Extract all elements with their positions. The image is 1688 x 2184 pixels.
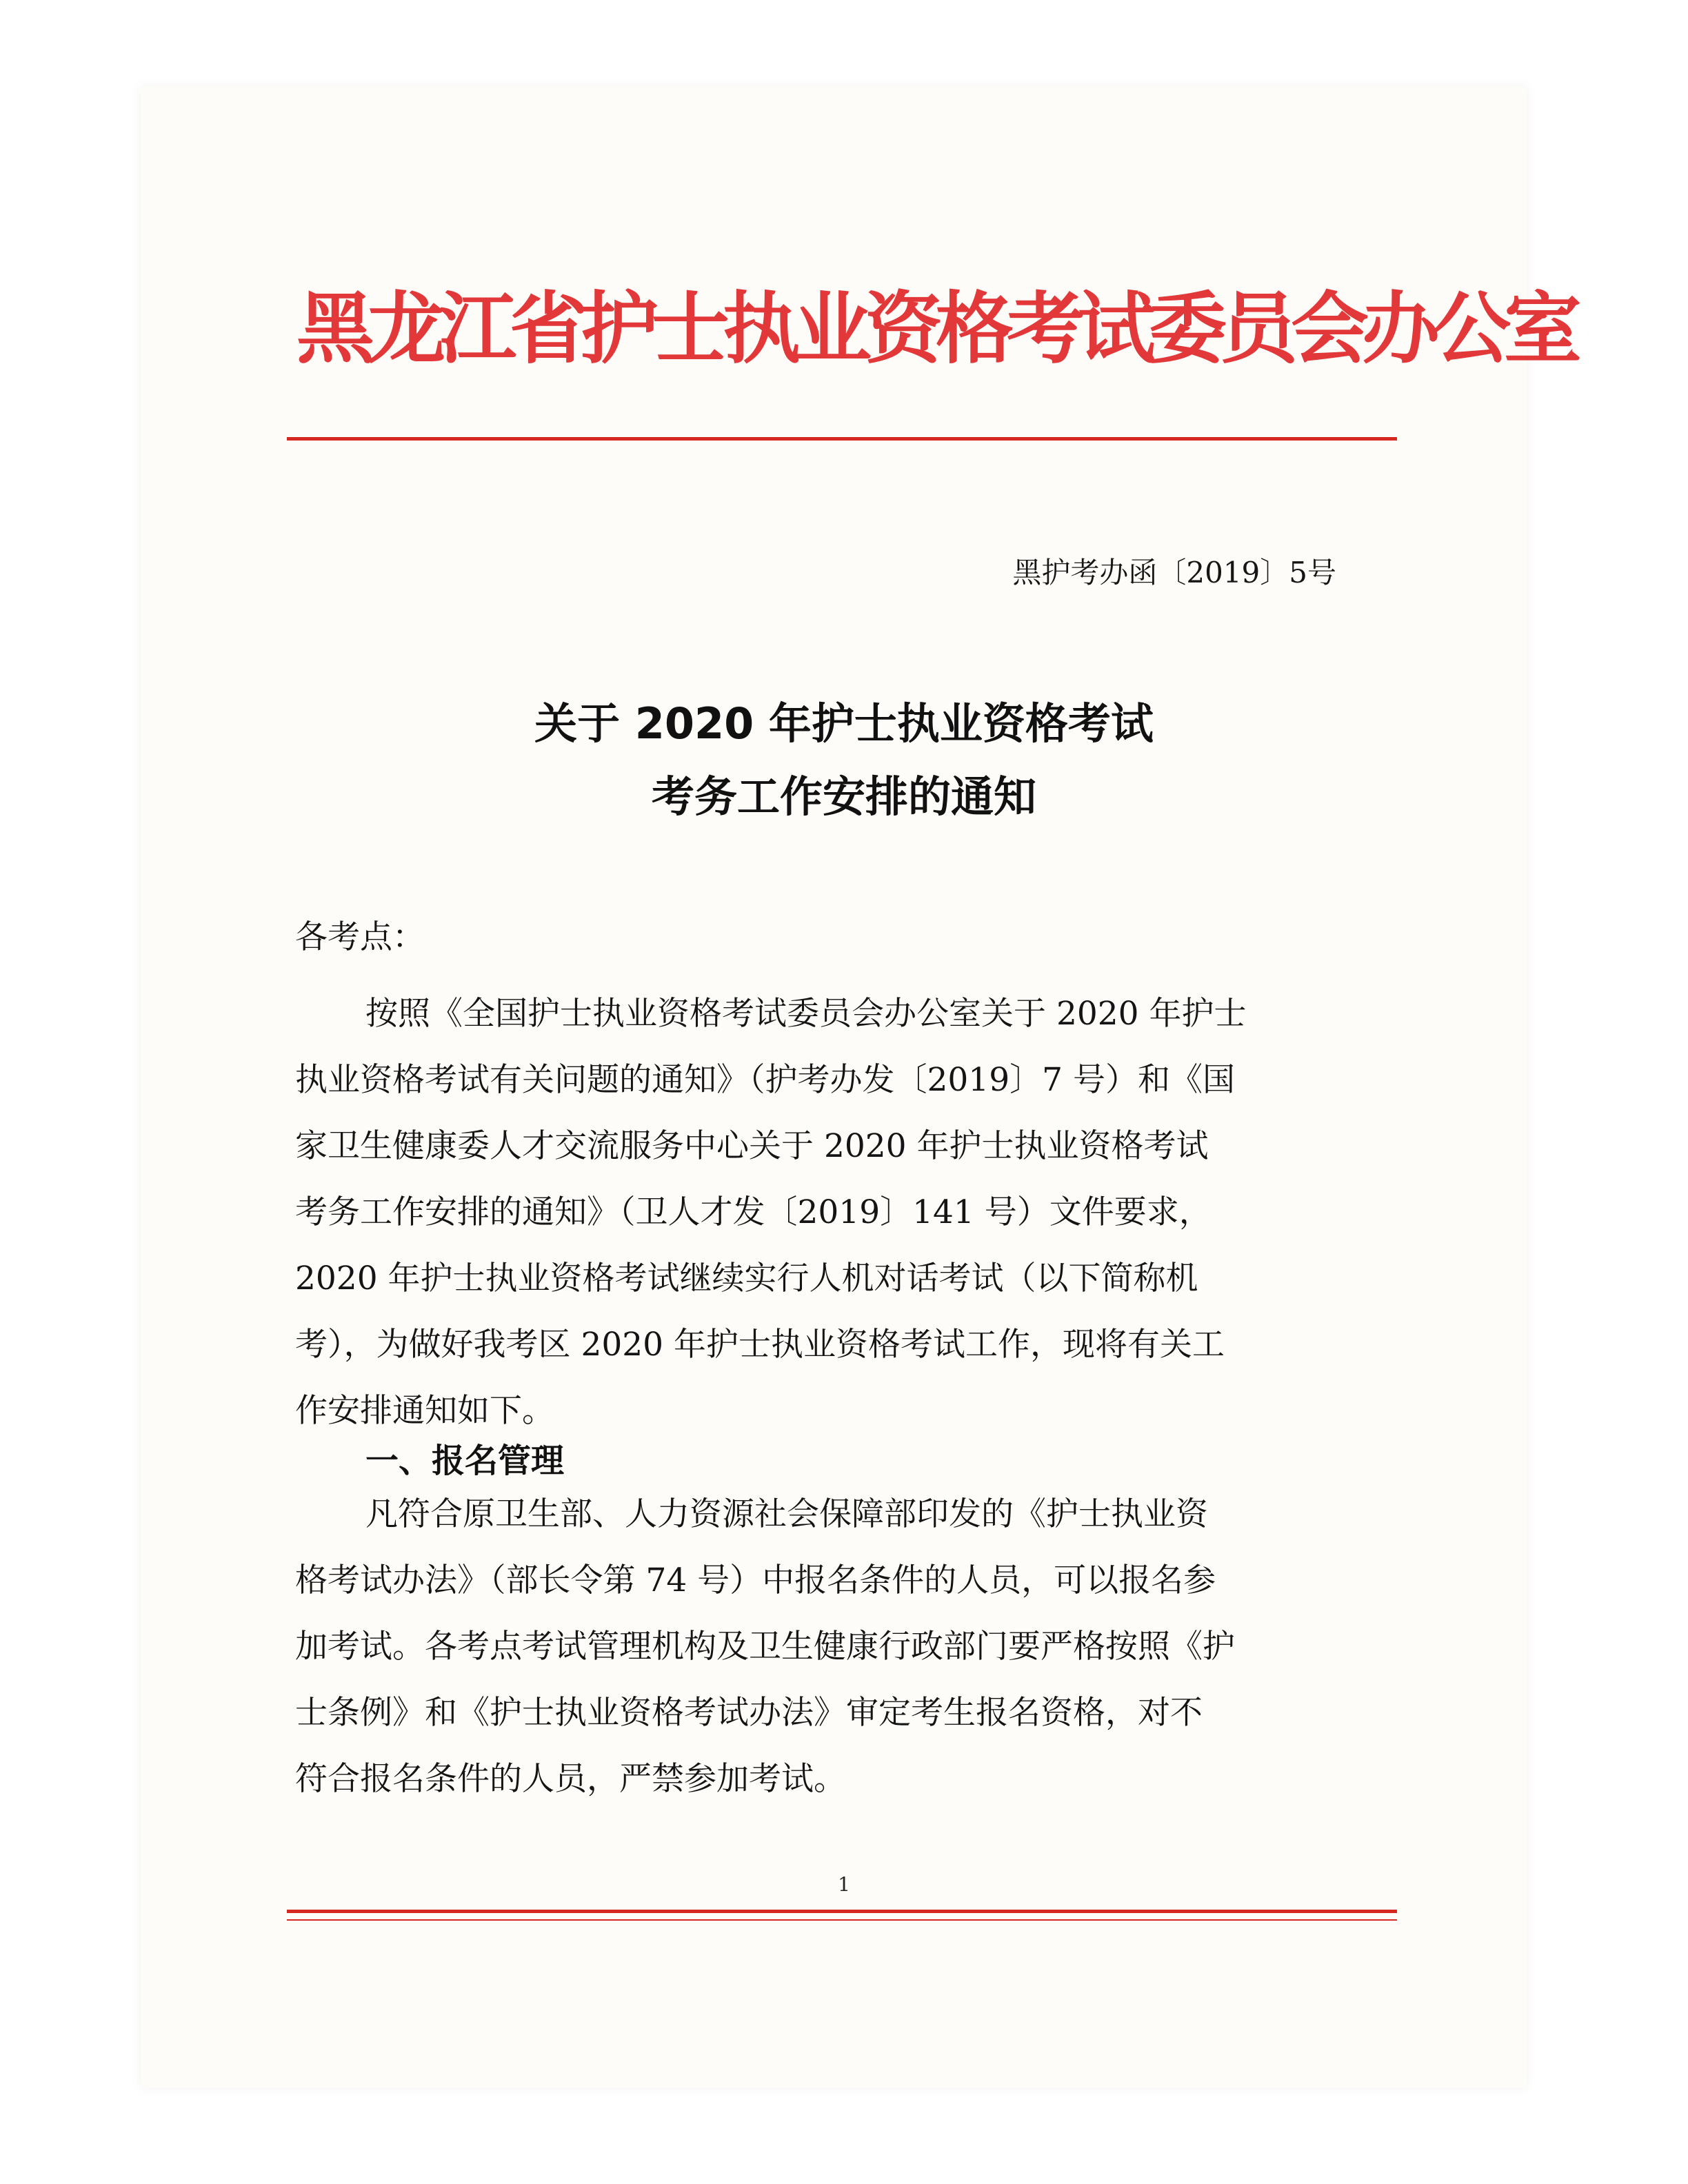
paragraph-line: 加考试。各考点考试管理机构及卫生健康行政部门要严格按照《护 <box>295 1627 1235 1666</box>
paragraph-line: 格考试办法》（部长令第 74 号）中报名条件的人员，可以报名参 <box>295 1561 1216 1599</box>
letterhead-title: 黑龙江省护士执业资格考试委员会办公室 <box>297 283 1575 374</box>
document-number: 黑护考办函〔2019〕5号 <box>1012 556 1336 589</box>
salutation: 各考点： <box>295 918 425 956</box>
paragraph-line: 2020 年护士执业资格考试继续实行人机对话考试（以下简称机 <box>295 1259 1198 1297</box>
page-number: 1 <box>838 1873 850 1896</box>
paragraph-line: 符合报名条件的人员，严禁参加考试。 <box>295 1759 846 1798</box>
paragraph-line: 作安排通知如下。 <box>295 1391 554 1430</box>
letterhead-rule <box>287 437 1397 441</box>
paragraph-line: 执业资格考试有关问题的通知》（护考办发〔2019〕7 号）和《国 <box>295 1060 1235 1099</box>
paragraph-line: 按照《全国护士执业资格考试委员会办公室关于 2020 年护士 <box>365 994 1247 1033</box>
paragraph-line: 家卫生健康委人才交流服务中心关于 2020 年护士执业资格考试 <box>295 1126 1209 1165</box>
paragraph-line: 士条例》和《护士执业资格考试办法》审定考生报名资格，对不 <box>295 1693 1203 1732</box>
paragraph-line: 凡符合原卫生部、人力资源社会保障部印发的《护士执业资 <box>365 1495 1208 1533</box>
paragraph-line: 考），为做好我考区 2020 年护士执业资格考试工作，现将有关工 <box>295 1325 1225 1364</box>
notice-title-line-2: 考务工作安排的通知 <box>651 771 1036 822</box>
section-heading: 一、报名管理 <box>365 1442 565 1480</box>
paragraph-line: 考务工作安排的通知》（卫人才发〔2019〕141 号）文件要求， <box>295 1193 1212 1231</box>
paragraph-2 <box>295 1481 1336 1812</box>
paragraph-1 <box>295 980 1336 1444</box>
footer-rule-thin <box>287 1919 1397 1921</box>
footer-rule <box>287 1910 1397 1913</box>
notice-title-line-1: 关于 2020 年护士执业资格考试 <box>534 698 1154 749</box>
